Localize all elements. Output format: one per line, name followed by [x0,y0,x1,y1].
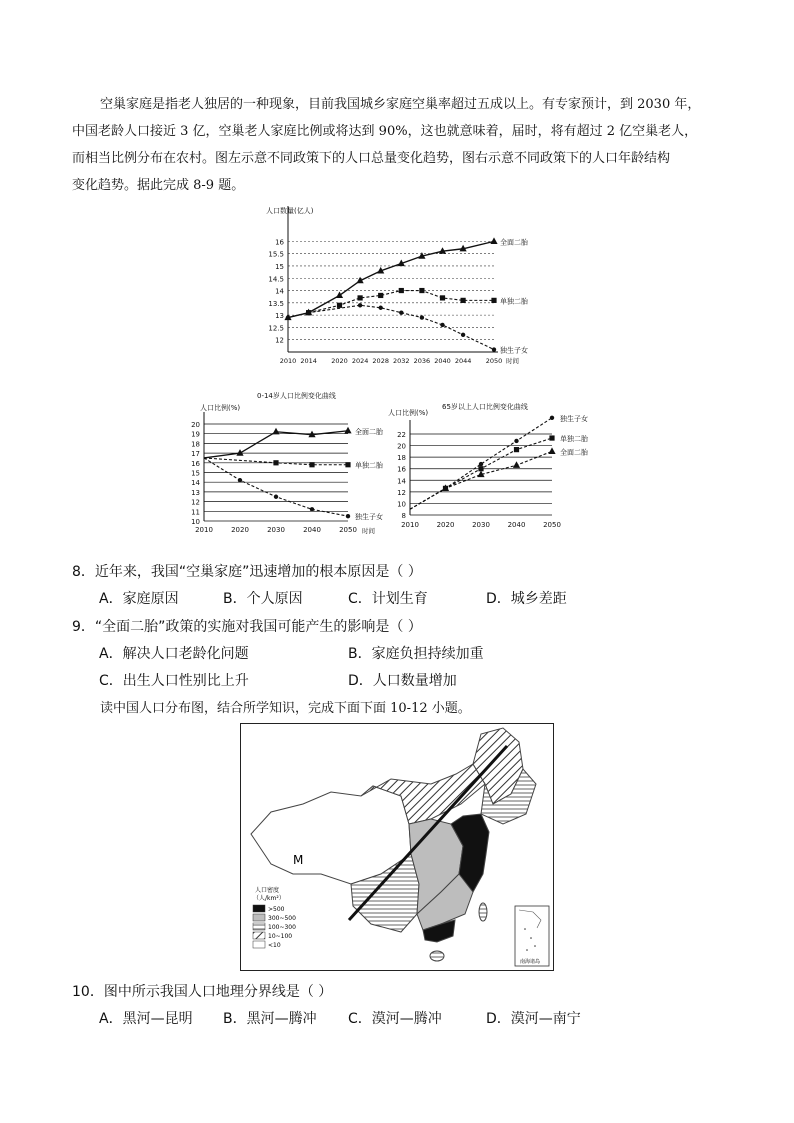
chart2-xtick-label: 2020 [231,526,249,534]
chart2-xtick-label: 2010 [195,526,213,534]
chart1-ytick-label: 15 [275,262,284,271]
chart2-ytick-label: 20 [191,421,200,429]
chart1-ytick-label: 14.5 [268,275,284,284]
chart1-xtick-label: 2032 [393,357,410,365]
legend-item-2: 300~500 [268,915,296,922]
chart1-point-dusheng [306,310,310,314]
chart1-xtick-label: 2050 [485,357,503,365]
chart1-ytick-label: 13 [275,312,284,321]
chart2-point-dusheng [238,478,242,482]
chart3-series-label-dandu: 单独二胎 [560,435,588,444]
intro-line-3: 而相当比例分布在农村。图左示意不同政策下的人口总量变化趋势，图右示意不同政策下的人口年龄结构 [72,151,671,166]
chart1-ytick-label: 13.5 [268,299,284,308]
chart3-ytick-label: 16 [397,465,406,474]
chart1-ytick-label: 15.5 [268,250,284,259]
chart2-ytick-label: 15 [191,469,200,478]
question-8-stem: 8．近年来，我国“空巢家庭”迅速增加的根本原因是（ ） [72,564,422,580]
chart2-ytick-label: 17 [191,450,200,459]
chart2-point-quanmian [236,449,243,456]
chart3-point-quanmian [513,461,520,468]
region-hainan [430,951,444,961]
chart1-series-line-dusheng [288,305,494,349]
chart2-series-line-dusheng [204,458,348,516]
chart1-point-dandu [337,303,342,308]
chart1-xtick-label: 2020 [331,357,348,365]
chart3-xtick-label: 2040 [507,521,526,529]
q8-option-d[interactable]: D．城乡差距 [486,591,567,607]
chart1-point-dusheng [420,315,424,319]
chart3-point-dandu [514,447,519,452]
chart3-ytick-label: 12 [397,488,406,497]
chart1-ytick-label: 14 [275,287,284,296]
chart1-point-dusheng [286,315,290,319]
chart2-series-label-dandu: 单独二胎 [355,461,383,470]
chart1-series-label-quanmian: 全面二胎 [500,238,528,247]
chart2-point-dandu [309,462,314,467]
age-65-plus-chart [382,400,602,541]
q8-option-a[interactable]: A．家庭原因 [99,591,179,607]
chart3-xtick-label: 2020 [436,521,455,529]
chart3-point-quanmian [548,447,555,454]
chart1-point-dandu [419,288,424,293]
chart1-series-line-quanmian [288,241,494,317]
legend-swatch-1 [253,905,265,912]
region-taiwan [479,903,487,921]
chart1-point-dusheng [379,306,383,310]
chart1-series-label-dusheng: 独生子女 [500,346,528,355]
chart2-ytick-label: 12 [191,498,200,507]
chart1-xtick-label: 2028 [372,357,389,365]
chart2-point-quanmian [344,427,351,434]
chart3-point-dandu [549,435,554,440]
chart3-xtick-label: 2010 [401,521,419,529]
legend-title: 人口密度 [255,887,280,894]
chart2-ytick-label: 13 [191,488,200,497]
chart2-ytick-label: 19 [191,430,200,439]
legend-swatch-4 [253,932,265,939]
q10-option-c[interactable]: C．漠河—腾冲 [348,1011,442,1027]
chart1-xtick-label: 2014 [300,357,317,365]
chart2-xtick-label: 2030 [267,526,285,534]
chart3-ytick-label: 14 [397,477,406,486]
chart1-point-dusheng [358,303,362,307]
chart1-point-quanmian [336,291,343,298]
chart1-point-dandu [491,298,496,303]
chart1-point-dusheng [461,333,465,337]
chart1-xlabel: 时间 [506,357,519,365]
population-total-chart [262,200,552,372]
chart2-point-dandu [345,462,350,467]
q10-option-d[interactable]: D．漠河—南宁 [486,1011,581,1027]
chart2-ytick-label: 16 [191,459,200,468]
chart3-ytick-label: 8 [401,512,406,520]
chart3-point-dusheng [550,416,554,420]
chart3-point-dusheng [514,439,518,443]
legend-item-1: >500 [268,906,285,913]
chart2-ylabel: 人口比例(%) [200,404,241,412]
south-china-sea-inset [515,906,549,966]
chart1-point-dandu [358,295,363,300]
chart1-point-dusheng [492,347,496,351]
legend-swatch-2 [253,914,265,921]
chart2-ytick-label: 10 [191,518,200,526]
chart1-xtick-label: 2024 [351,357,369,365]
chart1-xtick-label: 2044 [454,357,472,365]
q10-option-b[interactable]: B．黑河—腾冲 [223,1011,317,1027]
chart2-xtick-label: 2040 [303,526,321,534]
chart2-ytick-label: 18 [191,440,200,449]
chart2-title: 0-14岁人口比例变化曲线 [257,392,336,400]
q9-option-a[interactable]: A．解决人口老龄化问题 [99,646,249,662]
chart1-point-dandu [378,293,383,298]
chart1-point-dandu [440,295,445,300]
intro-line-1: 空巢家庭是指老人独居的一种现象，目前我国城乡家庭空巢率超过五成以上。有专家预计，到 2030 年， [100,97,701,112]
chart1-ytick-label: 16 [275,238,284,247]
question-9-stem: 9．“全面二胎”政策的实施对我国可能产生的影响是（ ） [72,619,422,635]
map-intro: 读中国人口分布图，结合所学知识，完成下面下面 10-12 小题。 [100,701,471,716]
chart3-ytick-label: 22 [397,431,406,439]
intro-line-4: 变化趋势。据此完成 8-9 题。 [72,178,245,193]
map-svg [241,724,553,970]
chart1-series-label-dandu: 单独二胎 [500,297,528,306]
chart1-series-line-dandu [309,291,494,313]
chart3-xtick-label: 2030 [472,521,490,529]
chart3-point-dusheng [479,462,483,466]
map-legend [253,886,296,949]
china-population-map [240,723,554,971]
intro-paragraph [72,91,752,199]
chart3-series-label-quanmian: 全面二胎 [560,448,588,457]
chart1-ytick-label: 12 [275,336,284,345]
chart2-series-label-quanmian: 全面二胎 [355,427,383,436]
chart1-point-dandu [399,288,404,293]
chart1-xtick-label: 2036 [413,357,431,365]
chart2-point-quanmian [272,428,279,435]
chart3-series-label-dusheng: 独生子女 [560,414,588,423]
q9-option-b[interactable]: B．家庭负担持续加重 [348,646,484,662]
chart1-xtick-label: 2010 [279,357,297,365]
chart1-point-quanmian [490,237,497,244]
question-10-stem: 10．图中所示我国人口地理分界线是（ ） [72,984,333,1000]
age-0-14-chart [182,386,387,541]
chart2-series-line-quanmian [204,431,348,458]
chart2-point-dusheng [310,507,314,511]
chart3-title: 65岁以上人口比例变化曲线 [442,403,528,411]
q10-option-a[interactable]: A．黑河—昆明 [99,1011,193,1027]
chart2-ytick-label: 14 [191,479,200,488]
legend-swatch-3 [253,923,265,930]
chart1-point-dusheng [440,323,444,327]
map-label-m: M [293,853,304,867]
chart3-ytick-label: 10 [397,500,406,509]
chart2-xlabel: 时间 [362,527,375,535]
chart2-ytick-label: 11 [191,508,200,517]
chart1-point-dusheng [399,310,403,314]
chart2-xtick-label: 2050 [339,526,357,534]
chart2-series-label-dusheng: 独生子女 [355,513,383,522]
chart2-point-dusheng [274,495,278,499]
chart3-ytick-label: 20 [397,442,406,451]
chart3-ytick-label: 18 [397,454,406,463]
legend-swatch-5 [253,941,265,948]
chart2-point-dandu [273,460,278,465]
q9-option-d[interactable]: D．人口数量增加 [348,673,457,689]
q9-option-c[interactable]: C．出生人口性别比上升 [99,673,249,689]
chart1-ytick-label: 12.5 [268,324,284,333]
region-west [251,786,411,884]
legend-item-4: 10~100 [268,933,293,940]
chart3-ylabel: 人口比例(%) [388,409,429,417]
intro-line-2: 中国老龄人口接近 3 亿，空巢老人家庭比例或将达到 90%，这也就意味着，届时，将有超过 2 亿空巢老人， [72,124,698,139]
inset-caption: 南海诸岛 [520,959,541,965]
q8-option-b[interactable]: B．个人原因 [223,591,303,607]
chart1-ylabel: 人口数量(亿人) [266,207,314,215]
legend-item-5: <10 [268,942,281,949]
chart3-xtick-label: 2050 [543,521,561,529]
chart1-point-dandu [461,298,466,303]
chart1-xtick-label: 2040 [434,357,451,365]
chart2-point-dusheng [346,514,350,518]
legend-item-3: 100~300 [268,924,296,931]
q8-option-c[interactable]: C．计划生育 [348,591,428,607]
legend-unit: （人/km²） [253,895,285,902]
